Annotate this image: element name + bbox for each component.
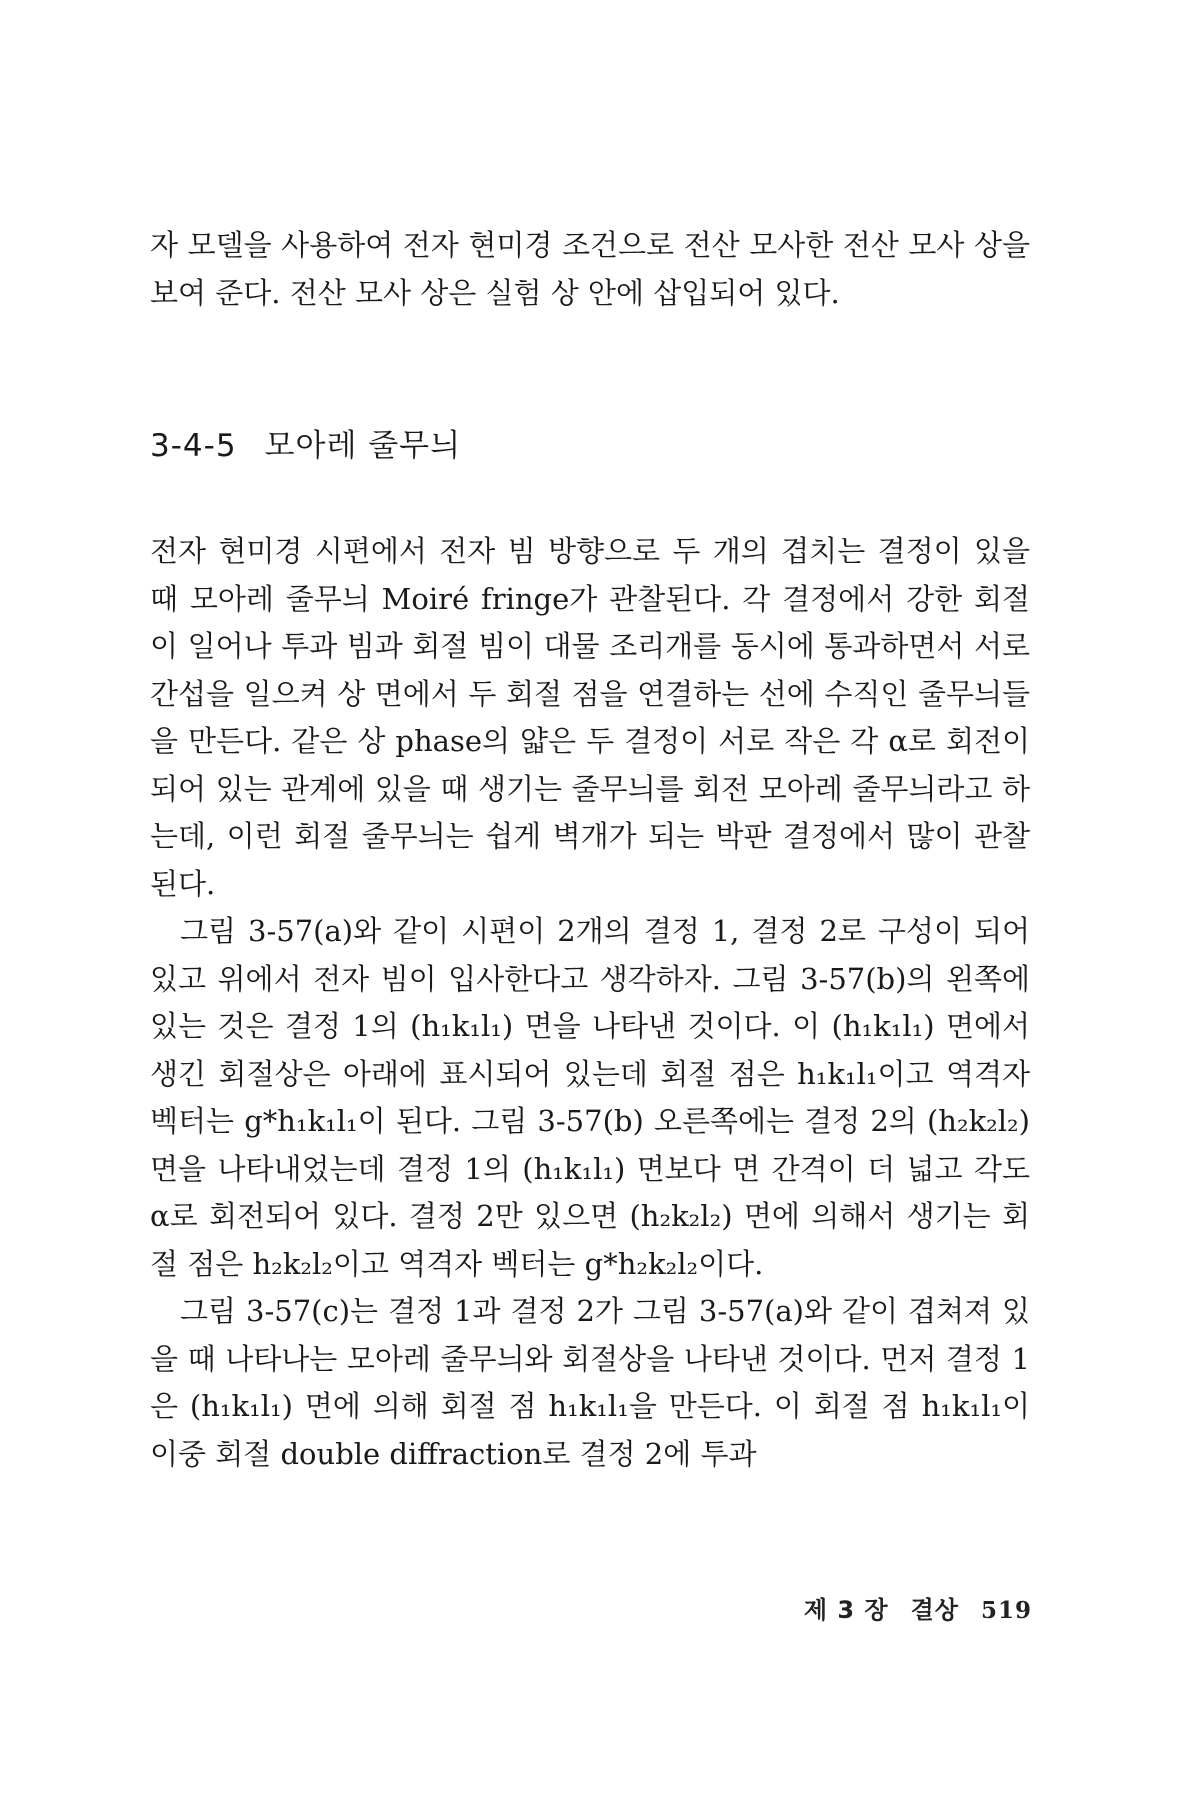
section-heading	[150, 420, 461, 465]
section-title: 모아레 줄무늬	[264, 428, 462, 464]
body-paragraph: 전자 현미경 시편에서 전자 빔 방향으로 두 개의 겹치는 결정이 있을 때 모아레 줄무늬 Moiré fringe가 관찰된다. 각 결정에서 강한 회절이 일어나 투과 빔과 회절 빔이 대물 조리개를 동시에 통과하면서 서로 간섭을 일으켜 상 면에서 두 회절 점을 연결하는 선에 수직인 줄무늬들을 만든다. 같은 상 phase의 얇은 두 결정이 서로 작은 각 α로 회전이 되어 있는 관계에 있을 때 생기는 줄무늬를 회전 모아레 줄무늬라고 하는데, 이런 회절 줄무늬는 쉽게 벽개가 되는 박판 결정에서 많이 관찰된다.	[150, 534, 1030, 901]
footer-chapter: 제 3 장	[803, 1596, 889, 1624]
section-body	[150, 528, 1030, 1478]
body-paragraph: 그림 3-57(a)와 같이 시편이 2개의 결정 1, 결정 2로 구성이 되어 있고 위에서 전자 빔이 입사한다고 생각하자. 그림 3-57(b)의 왼쪽에 있는 것은 결정 1의 (h₁k₁l₁) 면을 나타낸 것이다. 이 (h₁k₁l₁) 면에서 생긴 회절상은 아래에 표시되어 있는데 회절 점은 h₁k₁l₁이고 역격자 벡터는 g*h₁k₁l₁이 된다. 그림 3-57(b) 오른쪽에는 결정 2의 (h₂k₂l₂) 면을 나타내었는데 결정 1의 (h₁k₁l₁) 면보다 면 간격이 더 넓고 각도 α로 회전되어 있다. 결정 2만 있으면 (h₂k₂l₂) 면에 의해서 생기는 회절 점은 h₂k₂l₂이고 역격자 벡터는 g*h₂k₂l₂이다.	[150, 914, 1030, 1281]
section-number: 3-4-5	[150, 428, 237, 464]
body-paragraph: 그림 3-57(c)는 결정 1과 결정 2가 그림 3-57(a)와 같이 겹쳐져 있을 때 나타나는 모아레 줄무늬와 회절상을 나타낸 것이다. 먼저 결정 1은 (h₁k₁l₁) 면에 의해 회절 점 h₁k₁l₁을 만든다. 이 회절 점 h₁k₁l₁이 이중 회절 double diffraction로 결정 2에 투과	[150, 1294, 1030, 1471]
footer-chapter-title: 결상	[910, 1596, 959, 1624]
intro-paragraph	[150, 222, 1030, 317]
intro-text: 자 모델을 사용하여 전자 현미경 조건으로 전산 모사한 전산 모사 상을 보여 준다. 전산 모사 상은 실험 상 안에 삽입되어 있다.	[150, 228, 1030, 310]
page-number: 519	[980, 1597, 1032, 1624]
page-footer	[782, 1590, 1032, 1625]
